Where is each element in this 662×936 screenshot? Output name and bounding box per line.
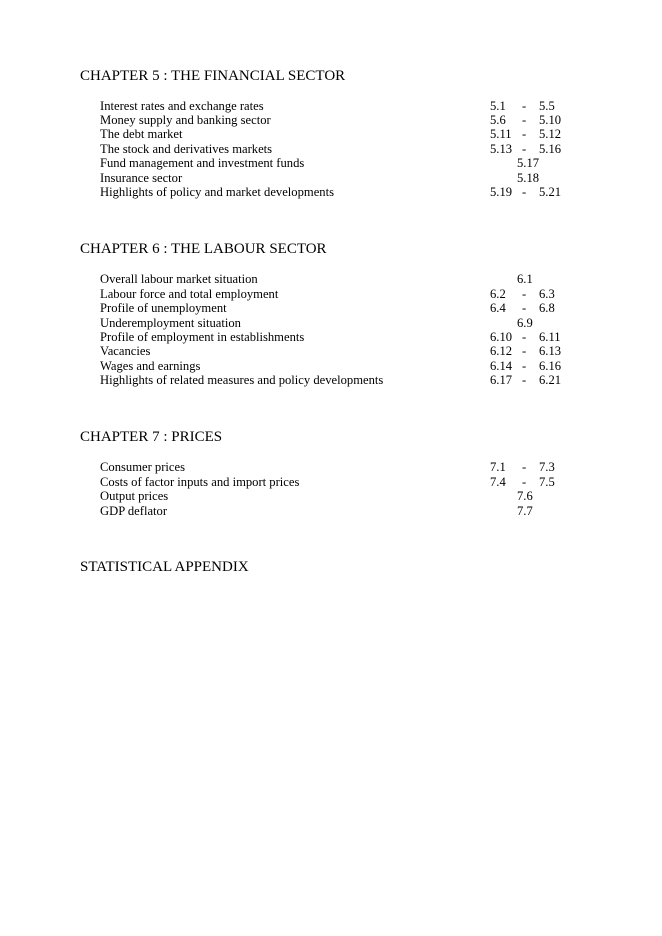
toc-entry[interactable]: [0, 156, 662, 171]
table-range-end: 6.8: [539, 301, 555, 315]
table-range-end: 5.16: [539, 142, 562, 156]
toc-entry[interactable]: [0, 460, 662, 475]
range-separator: -: [522, 99, 527, 113]
table-number: 6.9: [517, 316, 533, 330]
entry-label: Fund management and investment funds: [100, 156, 305, 170]
entry-label: Vacancies: [100, 344, 151, 358]
toc-entry[interactable]: [0, 475, 662, 490]
toc-entry[interactable]: [0, 113, 662, 128]
entry-label: Output prices: [100, 489, 169, 503]
range-separator: -: [522, 330, 527, 344]
table-range-start: 6.12: [490, 344, 513, 358]
entry-label: Consumer prices: [100, 460, 185, 474]
range-separator: -: [522, 344, 527, 358]
entry-label: Wages and earnings: [100, 359, 201, 373]
table-range-end: 7.5: [539, 475, 555, 489]
table-number: 7.7: [517, 504, 533, 518]
table-range-start: 6.14: [490, 359, 513, 373]
table-range-end: 5.5: [539, 99, 555, 113]
table-range-start: 5.11: [490, 127, 512, 141]
toc-entry[interactable]: [0, 185, 662, 200]
table-range-start: 6.10: [490, 330, 513, 344]
toc-entry[interactable]: [0, 373, 662, 388]
table-number: 6.1: [517, 272, 533, 286]
table-range-start: 5.1: [490, 99, 506, 113]
entry-label: Labour force and total employment: [100, 287, 279, 301]
entry-label: Underemployment situation: [100, 316, 241, 330]
entry-label: Profile of employment in establishments: [100, 330, 305, 344]
table-range-end: 6.16: [539, 359, 562, 373]
toc-entry[interactable]: [0, 272, 662, 287]
range-separator: -: [522, 142, 527, 156]
toc-entry[interactable]: [0, 359, 662, 374]
chapter-7-title: CHAPTER 7 : PRICES: [80, 429, 223, 445]
table-range-end: 6.11: [539, 330, 561, 344]
chapter-5-title: CHAPTER 5 : THE FINANCIAL SECTOR: [80, 68, 346, 84]
toc-entry[interactable]: [0, 99, 662, 114]
toc-entry[interactable]: [0, 171, 662, 186]
table-range-start: 7.4: [490, 475, 506, 489]
toc-entry[interactable]: [0, 127, 662, 142]
table-range-end: 5.21: [539, 185, 562, 199]
range-separator: -: [522, 475, 527, 489]
range-separator: -: [522, 127, 527, 141]
table-range-end: 5.10: [539, 113, 562, 127]
table-range-start: 6.2: [490, 287, 506, 301]
entry-label: Interest rates and exchange rates: [100, 99, 264, 113]
entry-label: Money supply and banking sector: [100, 113, 271, 127]
entry-label: The stock and derivatives markets: [100, 142, 273, 156]
range-separator: -: [522, 359, 527, 373]
table-number: 7.6: [517, 489, 533, 503]
table-range-end: 6.3: [539, 287, 555, 301]
toc-entry[interactable]: [0, 330, 662, 345]
table-range-end: 6.21: [539, 373, 562, 387]
entry-label: Highlights of policy and market developments: [100, 185, 334, 199]
entry-label: Overall labour market situation: [100, 272, 258, 286]
toc-entry[interactable]: [0, 489, 662, 504]
range-separator: -: [522, 301, 527, 315]
toc-entry[interactable]: [0, 504, 662, 519]
entry-label: Insurance sector: [100, 171, 183, 185]
entry-label: The debt market: [100, 127, 183, 141]
table-range-start: 6.4: [490, 301, 506, 315]
table-number: 5.18: [517, 171, 540, 185]
table-range-start: 5.13: [490, 142, 513, 156]
entry-label: Costs of factor inputs and import prices: [100, 475, 300, 489]
table-range-end: 6.13: [539, 344, 562, 358]
range-separator: -: [522, 113, 527, 127]
toc-entry[interactable]: [0, 142, 662, 157]
table-number: 5.17: [517, 156, 540, 170]
toc-entry[interactable]: [0, 287, 662, 302]
table-range-start: 5.19: [490, 185, 513, 199]
table-range-end: 7.3: [539, 460, 555, 474]
table-range-start: 6.17: [490, 373, 513, 387]
range-separator: -: [522, 185, 527, 199]
entry-label: GDP deflator: [100, 504, 168, 518]
table-range-start: 5.6: [490, 113, 506, 127]
chapter-6-title: CHAPTER 6 : THE LABOUR SECTOR: [80, 241, 327, 257]
table-range-start: 7.1: [490, 460, 506, 474]
range-separator: -: [522, 460, 527, 474]
entry-label: Highlights of related measures and policy developments: [100, 373, 384, 387]
statistical-appendix-title: STATISTICAL APPENDIX: [80, 559, 249, 575]
toc-entry[interactable]: [0, 301, 662, 316]
toc-entry[interactable]: [0, 316, 662, 331]
toc-entry[interactable]: [0, 344, 662, 359]
table-range-end: 5.12: [539, 127, 562, 141]
entry-label: Profile of unemployment: [100, 301, 227, 315]
range-separator: -: [522, 287, 527, 301]
range-separator: -: [522, 373, 527, 387]
